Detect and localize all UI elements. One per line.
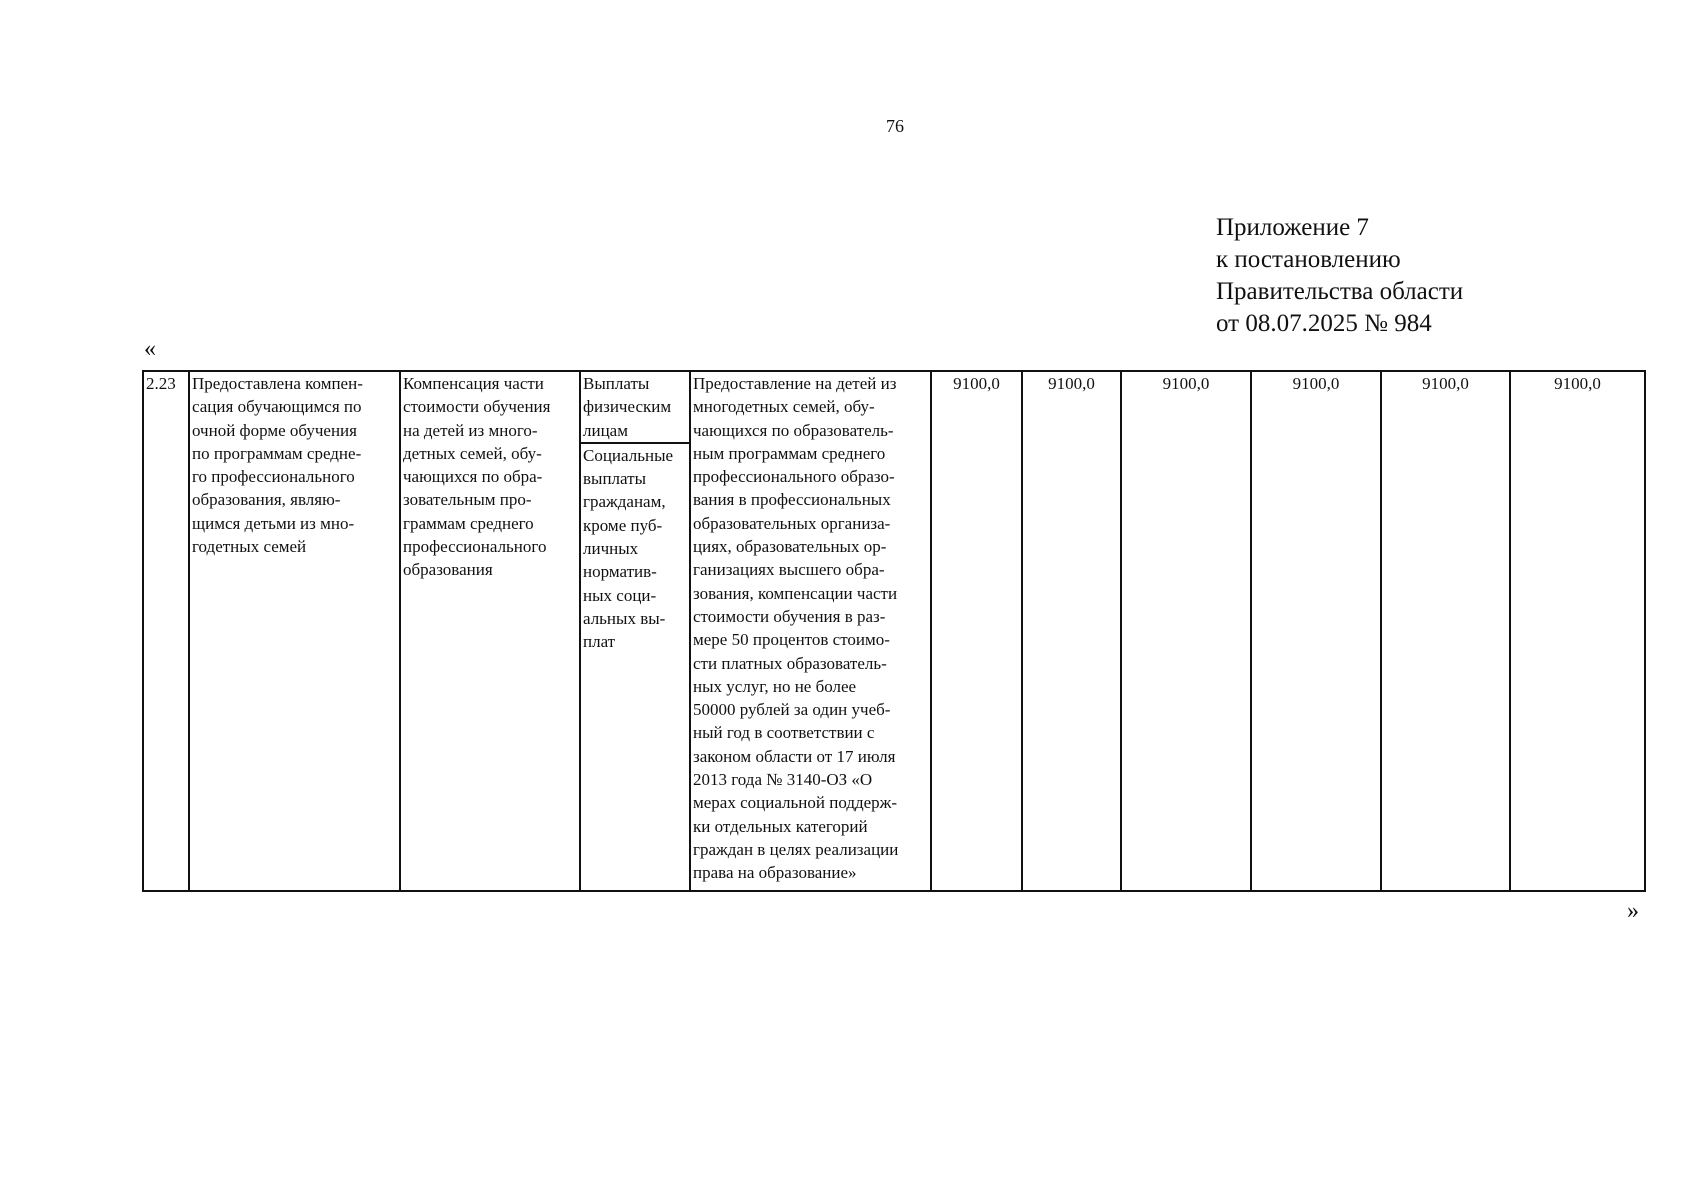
value-cell: 9100,0 <box>1381 371 1510 891</box>
description-cell <box>690 371 931 891</box>
value-cell: 9100,0 <box>931 371 1022 891</box>
appendix-line-2: к постановлению <box>1216 246 1401 273</box>
appendix-line-4: от 08.07.2025 № 984 <box>1216 310 1432 337</box>
appendix-line-1: Приложение 7 <box>1216 214 1369 241</box>
payment-type-cell <box>580 371 690 891</box>
appendix-line-3: Правительства области <box>1216 278 1464 305</box>
description-text: Предоставление на детей из многодетных семей, обу- чающихся по образователь- ным программам среднего профессионального образо- вания в профессиональных образовательных организа- циях, образовательных ор- ганизациях высшего обра- зования, компенсации части стоимости обучения в раз- мере 50 процентов стоимо- сти платных образователь- ных услуг, но не более 50000 рублей за один учеб- ный год в соответствии с законом области от 17 июля 2013 года № 3140-ОЗ «О мерах социальной поддерж- ки отдельных категорий граждан в целях реализации права на образование» <box>693 374 899 883</box>
page-number: 76 <box>886 116 904 136</box>
value-cell: 9100,0 <box>1251 371 1381 891</box>
payment-type-top: Выплаты физическим лицам <box>581 372 689 444</box>
row-number-cell <box>143 371 189 891</box>
program-table <box>142 370 1646 892</box>
value-cell: 9100,0 <box>1510 371 1645 891</box>
appendix-header <box>1216 212 1463 340</box>
result-text: Предоставлена компен- сация обучающимся по очной форме обучения по программам средне- го профессионального образования, являю- щимся детьми из мно- годетных семей <box>192 374 363 557</box>
row-number: 2.23 <box>146 374 176 393</box>
closing-quote: » <box>1627 898 1639 924</box>
payment-type-bottom: Социальные выплаты гражданам, кроме пуб- личных норматив- ных соци- альных вы- плат <box>583 445 674 652</box>
event-text: Компенсация части стоимости обучения на детей из много- детных семей, обу- чающихся по обра- зовательным про- граммам среднего профессионального образования <box>403 374 551 580</box>
value-cell: 9100,0 <box>1022 371 1121 891</box>
opening-quote: « <box>144 336 156 362</box>
result-cell <box>189 371 400 891</box>
value-cell: 9100,0 <box>1121 371 1251 891</box>
event-cell <box>400 371 580 891</box>
table-row <box>143 371 1645 891</box>
